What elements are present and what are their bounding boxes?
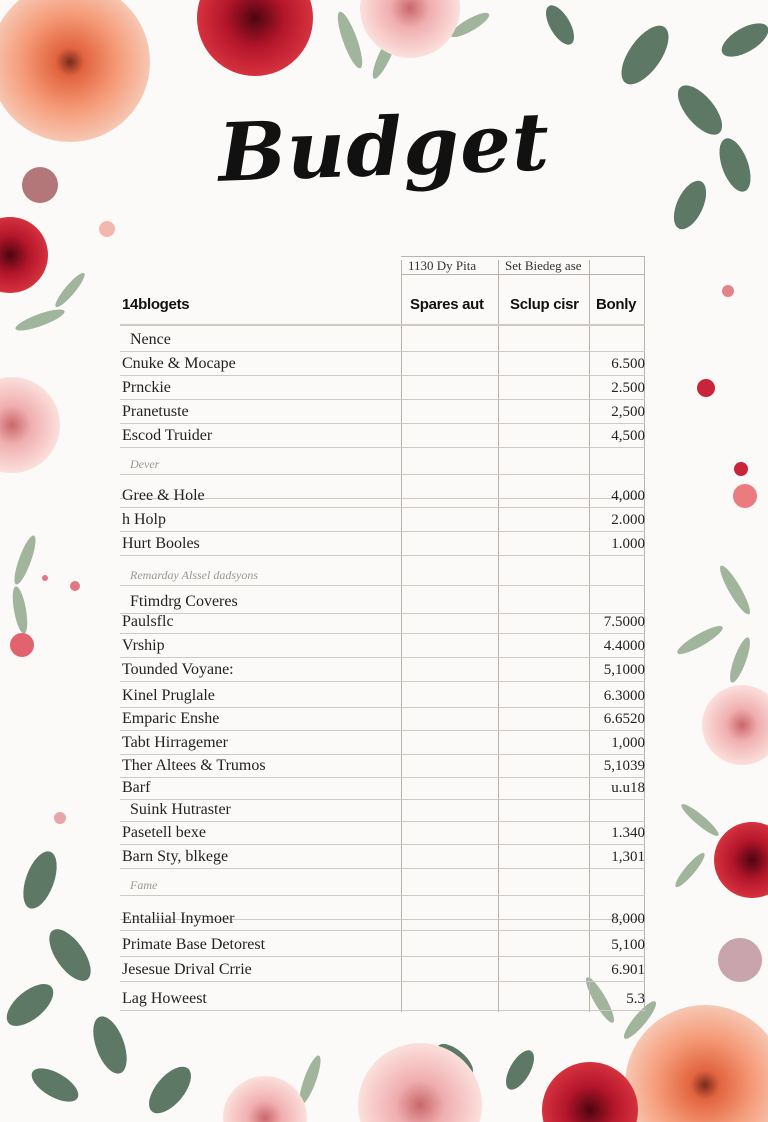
row-label: Entaliial Inymoer <box>122 910 235 927</box>
page-title: Budget <box>216 94 552 200</box>
row-label: Suink Hutraster <box>130 801 231 818</box>
row-amount: 5,100 <box>611 937 645 953</box>
row-label: Tounded Voyane: <box>122 661 234 678</box>
table-row <box>120 934 645 957</box>
column-header-spares: Spares aut <box>410 296 484 313</box>
row-label: Jesesue Drival Crrie <box>122 961 252 978</box>
row-amount: 4.4000 <box>603 638 645 654</box>
row-label: Tabt Hirragemer <box>122 734 228 751</box>
column-header-sclup: Sclup cisr <box>510 296 579 313</box>
row-amount: 1,301 <box>611 849 645 865</box>
table-row <box>120 329 645 352</box>
table-row <box>120 611 645 634</box>
row-label: Paulsflc <box>122 613 174 630</box>
table-row <box>120 533 645 556</box>
row-amount: 6.6520 <box>603 711 645 727</box>
table-row <box>120 659 645 682</box>
top-header-right: Set Biedeg ase <box>505 258 582 273</box>
row-amount: 2.500 <box>611 380 645 396</box>
row-amount: 6.500 <box>611 356 645 372</box>
header-top-rule <box>401 256 645 257</box>
row-label: Prnckie <box>122 379 171 396</box>
row-label: Barf <box>122 779 151 796</box>
row-amount: 5.3 <box>626 991 645 1007</box>
table-row <box>120 377 645 400</box>
row-label: Ther Altees & Trumos <box>122 757 266 774</box>
row-label: Vrship <box>122 637 165 654</box>
row-amount: 5,1039 <box>603 758 645 774</box>
header-bottom-rule <box>120 324 645 326</box>
table-row <box>120 485 645 508</box>
row-amount: 6.3000 <box>603 688 645 704</box>
table-row <box>120 401 645 424</box>
table-row <box>120 777 645 800</box>
table-row <box>120 846 645 869</box>
header-top-rule <box>401 274 645 275</box>
table-row <box>120 822 645 845</box>
row-label: Lag Howeest <box>122 990 207 1007</box>
table-row <box>120 873 645 896</box>
row-label: Escod Truider <box>122 427 213 444</box>
table-row <box>120 959 645 982</box>
table-row <box>120 563 645 586</box>
row-label: Emparic Enshe <box>122 710 220 727</box>
row-amount: 2.000 <box>611 512 645 528</box>
row-label: Dever <box>130 457 160 471</box>
row-amount: 4,500 <box>611 428 645 444</box>
row-label: Ftimdrg Coveres <box>130 593 238 610</box>
table-row <box>120 732 645 755</box>
row-amount: u.u18 <box>611 780 645 796</box>
row-amount: 4,000 <box>611 488 645 504</box>
row-amount: 6.901 <box>611 962 645 978</box>
column-header-bonly: Bonly <box>596 296 637 313</box>
table-row <box>120 755 645 778</box>
table-row <box>120 509 645 532</box>
row-label: Nence <box>130 331 171 348</box>
table-row <box>120 425 645 448</box>
row-amount: 1.000 <box>611 536 645 552</box>
row-label: Primate Base Detorest <box>122 936 266 953</box>
row-label: Pasetell bexe <box>122 824 206 841</box>
row-amount: 8,000 <box>611 911 645 927</box>
row-label: Gree & Hole <box>122 487 205 504</box>
table-row <box>120 452 645 475</box>
table-row <box>120 799 645 822</box>
row-label: Remarday Alssel dadsyons <box>130 568 258 582</box>
table-row <box>120 988 645 1011</box>
row-label: Hurt Booles <box>122 535 200 552</box>
top-header-left: 1130 Dy Pita <box>408 258 477 273</box>
row-amount: 2,500 <box>611 404 645 420</box>
row-amount: 5,1000 <box>603 662 645 678</box>
row-amount: 1,000 <box>611 735 645 751</box>
row-label: Cnuke & Mocape <box>122 355 236 372</box>
row-label: Fame <box>130 878 158 892</box>
table-row <box>120 708 645 731</box>
row-label: Pranetuste <box>122 403 189 420</box>
table-row <box>120 908 645 931</box>
row-label: h Holp <box>122 511 166 528</box>
row-amount: 1.340 <box>611 825 645 841</box>
table-row <box>120 685 645 708</box>
row-label: Kinel Pruglale <box>122 687 215 704</box>
column-header-budgets: 14blogets <box>122 296 190 313</box>
table-row <box>120 635 645 658</box>
table-row <box>120 353 645 376</box>
row-label: Barn Sty, blkege <box>122 848 229 865</box>
row-amount: 7.5000 <box>603 614 645 630</box>
